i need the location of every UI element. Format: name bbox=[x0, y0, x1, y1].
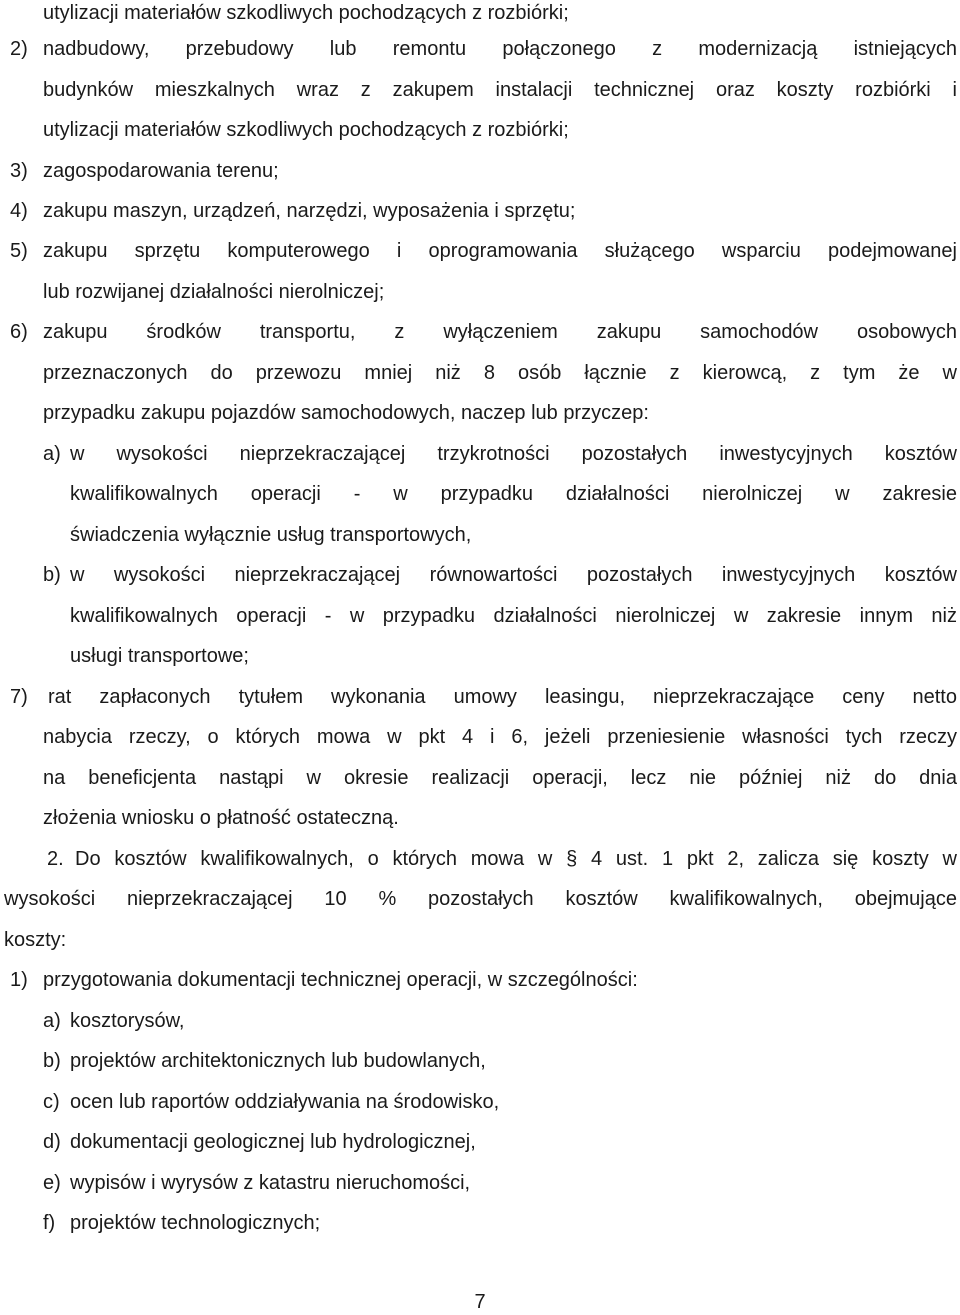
list-item-6 bbox=[0, 319, 960, 345]
list-label: d) bbox=[43, 1131, 61, 1153]
list-item-a bbox=[0, 441, 960, 467]
list-item-1 bbox=[0, 967, 960, 993]
text-line bbox=[0, 77, 960, 103]
text-line bbox=[0, 643, 960, 669]
line-text: wypisów i wyrysów z katastru nieruchomości, bbox=[70, 1172, 471, 1194]
line-text: kosztorysów, bbox=[70, 1010, 185, 1032]
text-line bbox=[0, 117, 960, 143]
line-text: w wysokości nieprzekraczającej trzykrotności pozostałych inwestycyjnych kosztów bbox=[70, 443, 957, 465]
line-text: wysokości nieprzekraczającej 10 % pozostałych kosztów kwalifikowalnych, obejmujące bbox=[4, 888, 957, 910]
list-label: a) bbox=[43, 443, 61, 465]
list-label: f) bbox=[43, 1212, 56, 1234]
list-item-3 bbox=[0, 158, 960, 184]
line-text: zakupu środków transportu, z wyłączeniem zakupu samochodów osobowych bbox=[43, 321, 957, 343]
line-text: nabycia rzeczy, o których mowa w pkt 4 i 6, jeżeli przeniesienie własności tych rzeczy bbox=[43, 726, 957, 748]
list-label: 1) bbox=[10, 969, 28, 991]
text-line bbox=[0, 603, 960, 629]
list-label: 4) bbox=[10, 200, 28, 222]
line-text: nadbudowy, przebudowy lub remontu połączonego z modernizacją istniejących bbox=[43, 38, 957, 60]
line-text: lub rozwijanej działalności nierolniczej; bbox=[43, 281, 385, 303]
list-item-b bbox=[0, 562, 960, 588]
list-item-7 bbox=[0, 684, 960, 710]
line-text: usługi transportowe; bbox=[70, 645, 249, 667]
text-line bbox=[0, 360, 960, 386]
line-text: zakupu maszyn, urządzeń, narzędzi, wyposażenia i sprzętu; bbox=[43, 200, 576, 222]
text-line bbox=[0, 886, 960, 912]
list-label: 3) bbox=[10, 160, 28, 182]
text-line bbox=[0, 724, 960, 750]
paragraph-number: 2. bbox=[47, 848, 64, 870]
line-text: zagospodarowania terenu; bbox=[43, 160, 279, 182]
list-item-5 bbox=[0, 238, 960, 264]
text-line bbox=[0, 279, 960, 305]
text-line bbox=[0, 481, 960, 507]
line-text: utylizacji materiałów szkodliwych pochodzących z rozbiórki; bbox=[43, 119, 569, 141]
list-label: 2) bbox=[10, 38, 28, 60]
line-text: projektów technologicznych; bbox=[70, 1212, 321, 1234]
text-line bbox=[0, 927, 960, 953]
text-line bbox=[0, 400, 960, 426]
line-text: Do kosztów kwalifikowalnych, o których mowa w § 4 ust. 1 pkt 2, zalicza się koszty w bbox=[75, 848, 957, 870]
list-item-c bbox=[0, 1089, 960, 1115]
line-text: rat zapłaconych tytułem wykonania umowy leasingu, nieprzekraczające ceny netto bbox=[48, 686, 957, 708]
text-line bbox=[0, 805, 960, 831]
list-label: b) bbox=[43, 564, 61, 586]
list-label: 7) bbox=[10, 686, 28, 708]
line-text: przypadku zakupu pojazdów samochodowych, naczep lub przyczep: bbox=[43, 402, 649, 424]
list-label: 5) bbox=[10, 240, 28, 262]
list-item-2 bbox=[0, 36, 960, 62]
list-item-e bbox=[0, 1170, 960, 1196]
list-item-4 bbox=[0, 198, 960, 224]
text-line bbox=[0, 765, 960, 791]
list-label: e) bbox=[43, 1172, 61, 1194]
list-item-a bbox=[0, 1008, 960, 1034]
paragraph-2 bbox=[0, 846, 960, 872]
list-item-d bbox=[0, 1129, 960, 1155]
line-text: świadczenia wyłącznie usług transportowych, bbox=[70, 524, 472, 546]
line-text: w wysokości nieprzekraczającej równowartości pozostałych inwestycyjnych kosztów bbox=[70, 564, 957, 586]
line-text: kwalifikowalnych operacji - w przypadku działalności nierolniczej w zakresie bbox=[70, 483, 957, 505]
line-text: zakupu sprzętu komputerowego i oprogramowania służącego wsparciu podejmowanej bbox=[43, 240, 957, 262]
line-text: koszty: bbox=[4, 929, 67, 951]
line-text: budynków mieszkalnych wraz z zakupem instalacji technicznej oraz koszty rozbiórki i bbox=[43, 79, 957, 101]
text-line bbox=[0, 522, 960, 548]
list-label: c) bbox=[43, 1091, 60, 1113]
list-label: a) bbox=[43, 1010, 61, 1032]
line-text: na beneficjenta nastąpi w okresie realizacji operacji, lecz nie później niż do dnia bbox=[43, 767, 957, 789]
list-item-f bbox=[0, 1210, 960, 1236]
text-line bbox=[0, 0, 960, 26]
line-text: dokumentacji geologicznej lub hydrologicznej, bbox=[70, 1131, 476, 1153]
line-text: utylizacji materiałów szkodliwych pochodzących z rozbiórki; bbox=[43, 2, 569, 24]
page-number: 7 bbox=[474, 1291, 486, 1313]
line-text: przygotowania dokumentacji technicznej operacji, w szczególności: bbox=[43, 969, 638, 991]
line-text: złożenia wniosku o płatność ostateczną. bbox=[43, 807, 399, 829]
line-text: przeznaczonych do przewozu mniej niż 8 osób łącznie z kierowcą, z tym że w bbox=[43, 362, 957, 384]
line-text: kwalifikowalnych operacji - w przypadku działalności nierolniczej w zakresie innym niż bbox=[70, 605, 957, 627]
list-label: b) bbox=[43, 1050, 61, 1072]
line-text: projektów architektonicznych lub budowlanych, bbox=[70, 1050, 486, 1072]
list-item-b bbox=[0, 1048, 960, 1074]
line-text: ocen lub raportów oddziaływania na środowisko, bbox=[70, 1091, 500, 1113]
list-label: 6) bbox=[10, 321, 28, 343]
